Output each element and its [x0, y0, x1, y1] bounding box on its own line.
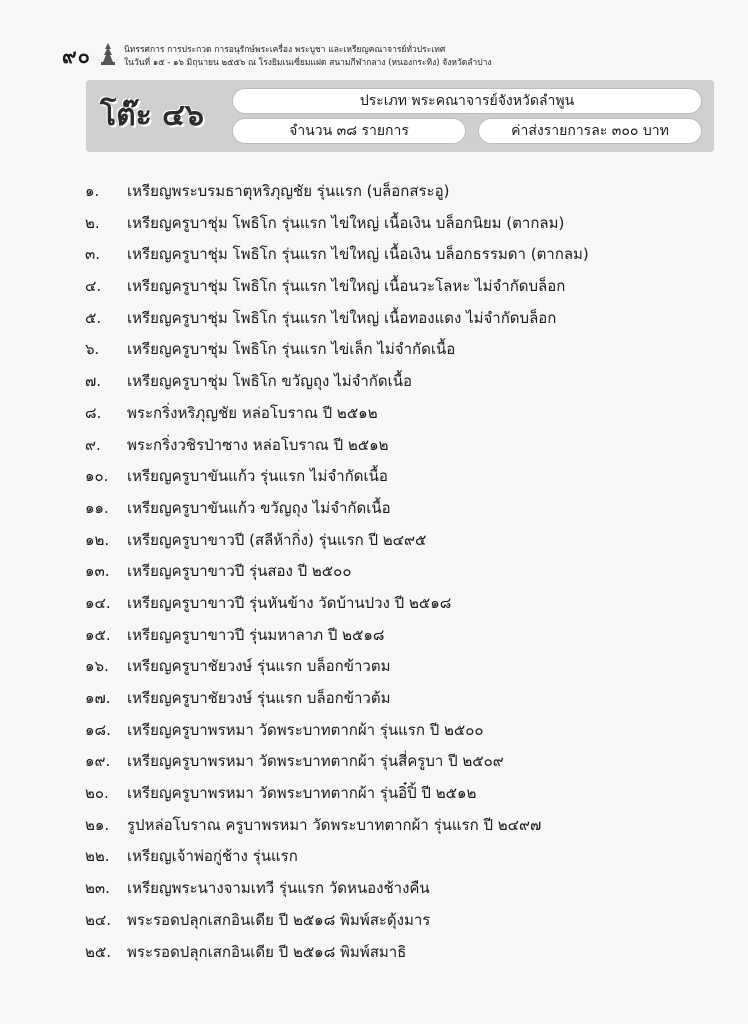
entry-fee-label: ค่าส่งรายการละ ๓๐๐ บาท: [478, 118, 702, 144]
item-text: พระกริ่งวชิรป่าซาง หล่อโบราณ ปี ๒๕๑๒: [127, 435, 389, 454]
item-text: เหรียญครูบาขาวปี รุ่นสอง ปี ๒๕๐๐: [127, 562, 352, 581]
event-line-1: นิทรรศการ การประกวด การอนุรักษ์พระเครื่อง พระบูชา และเหรียญคณาจารย์ทั่วประเทศ: [124, 45, 446, 55]
item-number: ๒๓.: [85, 879, 110, 898]
item-number: ๑๒.: [85, 530, 110, 549]
item-number: ๘.: [85, 403, 102, 422]
table-title: โต๊ะ ๔๖: [100, 98, 204, 133]
list-item: [85, 208, 589, 240]
list-item: [85, 430, 589, 462]
list-item: [85, 366, 589, 398]
item-text: เหรียญครูบาชุ่ม โพธิโก รุ่นแรก ไข่ใหญ่ เนื้อนวะโลหะ ไม่จำกัดบล็อก: [127, 277, 566, 296]
event-header: [124, 44, 492, 70]
item-text: เหรียญครูบาชัยวงษ์ รุ่นแรก บล็อกข้าวต้ม: [127, 689, 391, 707]
item-number: ๑๕.: [85, 625, 111, 644]
item-count-label: จำนวน ๓๘ รายการ: [232, 118, 466, 144]
item-text: เหรียญพระบรมธาตุหริภุญชัย รุ่นแรก (บล็อกสระอู): [127, 182, 450, 200]
list-item: [85, 651, 589, 683]
list-item: [85, 176, 589, 208]
list-item: [85, 620, 589, 652]
item-number: ๑๓.: [85, 562, 110, 581]
list-item: [85, 715, 589, 747]
item-text: เหรียญครูบาพรหมา วัดพระบาทตากผ้า รุ่นสี่ครูบา ปี ๒๕๐๙: [127, 752, 504, 771]
item-number: ๑๑.: [85, 498, 109, 517]
list-item: [85, 303, 589, 335]
item-number: ๑๐.: [85, 467, 109, 486]
item-list: [85, 176, 589, 968]
item-number: ๑๖.: [85, 657, 109, 676]
item-text: เหรียญครูบาพรหมา วัดพระบาทตากผ้า รุ่นแรก ปี ๒๕๐๐: [127, 720, 484, 739]
item-text: เหรียญครูบาชัยวงษ์ รุ่นแรก บล็อกข้าวตม: [127, 657, 391, 676]
item-text: เหรียญครูบาชุ่ม โพธิโก รุ่นแรก ไข่ใหญ่ เนื้อทองแดง ไม่จำกัดบล็อก: [127, 308, 557, 327]
list-item: [85, 493, 589, 525]
item-number: ๒.: [85, 213, 100, 232]
item-text: เหรียญครูบาชุ่ม โพธิโก รุ่นแรก ไข่ใหญ่ เนื้อเงิน บล็อกนิยม (ตากลม): [127, 213, 565, 232]
item-text: เหรียญครูบาชุ่ม โพธิโก ขวัญถุง ไม่จำกัดเนื้อ: [127, 372, 413, 391]
list-item: [85, 239, 589, 271]
item-number: ๔.: [85, 277, 102, 296]
item-text: เหรียญครูบาชุ่ม โพธิโก รุ่นแรก ไข่เล็ก ไม่จำกัดเนื้อ: [127, 340, 456, 359]
item-number: ๙.: [85, 435, 101, 454]
item-number: ๒๒.: [85, 847, 110, 866]
item-text: เหรียญครูบาชุ่ม โพธิโก รุ่นแรก ไข่ใหญ่ เนื้อเงิน บล็อกธรรมดา (ตากลม): [127, 245, 589, 264]
list-item: [85, 588, 589, 620]
item-text: เหรียญครูบาพรหมา วัดพระบาทตากผ้า รุ่นอิ๋ปิ้ ปี ๒๕๑๒: [127, 784, 477, 803]
item-number: ๑๙.: [85, 752, 111, 771]
list-item: [85, 461, 589, 493]
list-item: [85, 905, 589, 937]
item-text: เหรียญครูบาขาวปี รุ่นมหาลาภ ปี ๒๕๑๘: [127, 625, 385, 644]
item-number: ๗.: [85, 372, 102, 391]
list-item: [85, 271, 589, 303]
item-number: ๒๔.: [85, 910, 112, 929]
item-text: พระรอดปลุกเสกอินเดีย ปี ๒๕๑๘ พิมพ์สมาธิ: [127, 942, 407, 961]
item-number: ๒๐.: [85, 784, 109, 803]
item-text: รูปหล่อโบราณ ครูบาพรหมา วัดพระบาทตากผ้า รุ่นแรก ปี ๒๔๙๗: [127, 815, 542, 834]
item-text: เหรียญพระนางจามเทวี รุ่นแรก วัดหนองช้างคืน: [127, 879, 430, 898]
item-number: ๓.: [85, 245, 101, 264]
emblem-icon: [98, 42, 118, 66]
list-item: [85, 873, 589, 905]
item-number: ๑.: [85, 182, 100, 200]
item-number: ๕.: [85, 308, 102, 327]
page-number: ๙๐: [62, 44, 91, 68]
item-text: เหรียญครูบาขันแก้ว รุ่นแรก ไม่จำกัดเนื้อ: [127, 467, 388, 486]
list-item: [85, 683, 589, 715]
item-number: ๖.: [85, 340, 100, 359]
item-number: ๒๕.: [85, 942, 112, 961]
list-item: [85, 525, 589, 557]
list-item: [85, 746, 589, 778]
item-number: ๑๘.: [85, 720, 111, 739]
item-number: ๒๑.: [85, 815, 110, 834]
item-text: เหรียญครูบาขาวปี รุ่นหันข้าง วัดบ้านปวง ปี ๒๕๑๘: [127, 593, 452, 612]
list-item: [85, 334, 589, 366]
item-text: พระกริ่งหริภุญชัย หล่อโบราณ ปี ๒๕๑๒: [127, 403, 378, 422]
list-item: [85, 778, 589, 810]
list-item: [85, 398, 589, 430]
item-text: เหรียญครูบาขันแก้ว ขวัญถุง ไม่จำกัดเนื้อ: [127, 498, 391, 517]
list-item: [85, 556, 589, 588]
list-item: [85, 937, 589, 969]
event-line-2: ในวันที่ ๑๕ - ๑๖ มิถุนายน ๒๕๕๖ ณ โรงยิมเนเซี่ยมแฝด สนามกีฬากลาง (หนองกระทิง) จังหวัดลำปาง: [124, 58, 492, 68]
category-label: ประเภท พระคณาจารย์จังหวัดลำพูน: [232, 88, 702, 114]
list-item: [85, 841, 589, 873]
item-text: เหรียญครูบาขาวปี (สลีห้ากิ่ง) รุ่นแรก ปี ๒๔๙๕: [127, 530, 427, 549]
item-number: ๑๔.: [85, 593, 111, 612]
item-text: เหรียญเจ้าพ่อกู่ช้าง รุ่นแรก: [127, 847, 298, 866]
item-text: พระรอดปลุกเสกอินเดีย ปี ๒๕๑๘ พิมพ์สะดุ้งมาร: [127, 910, 431, 929]
list-item: [85, 810, 589, 842]
item-number: ๑๗.: [85, 689, 111, 707]
